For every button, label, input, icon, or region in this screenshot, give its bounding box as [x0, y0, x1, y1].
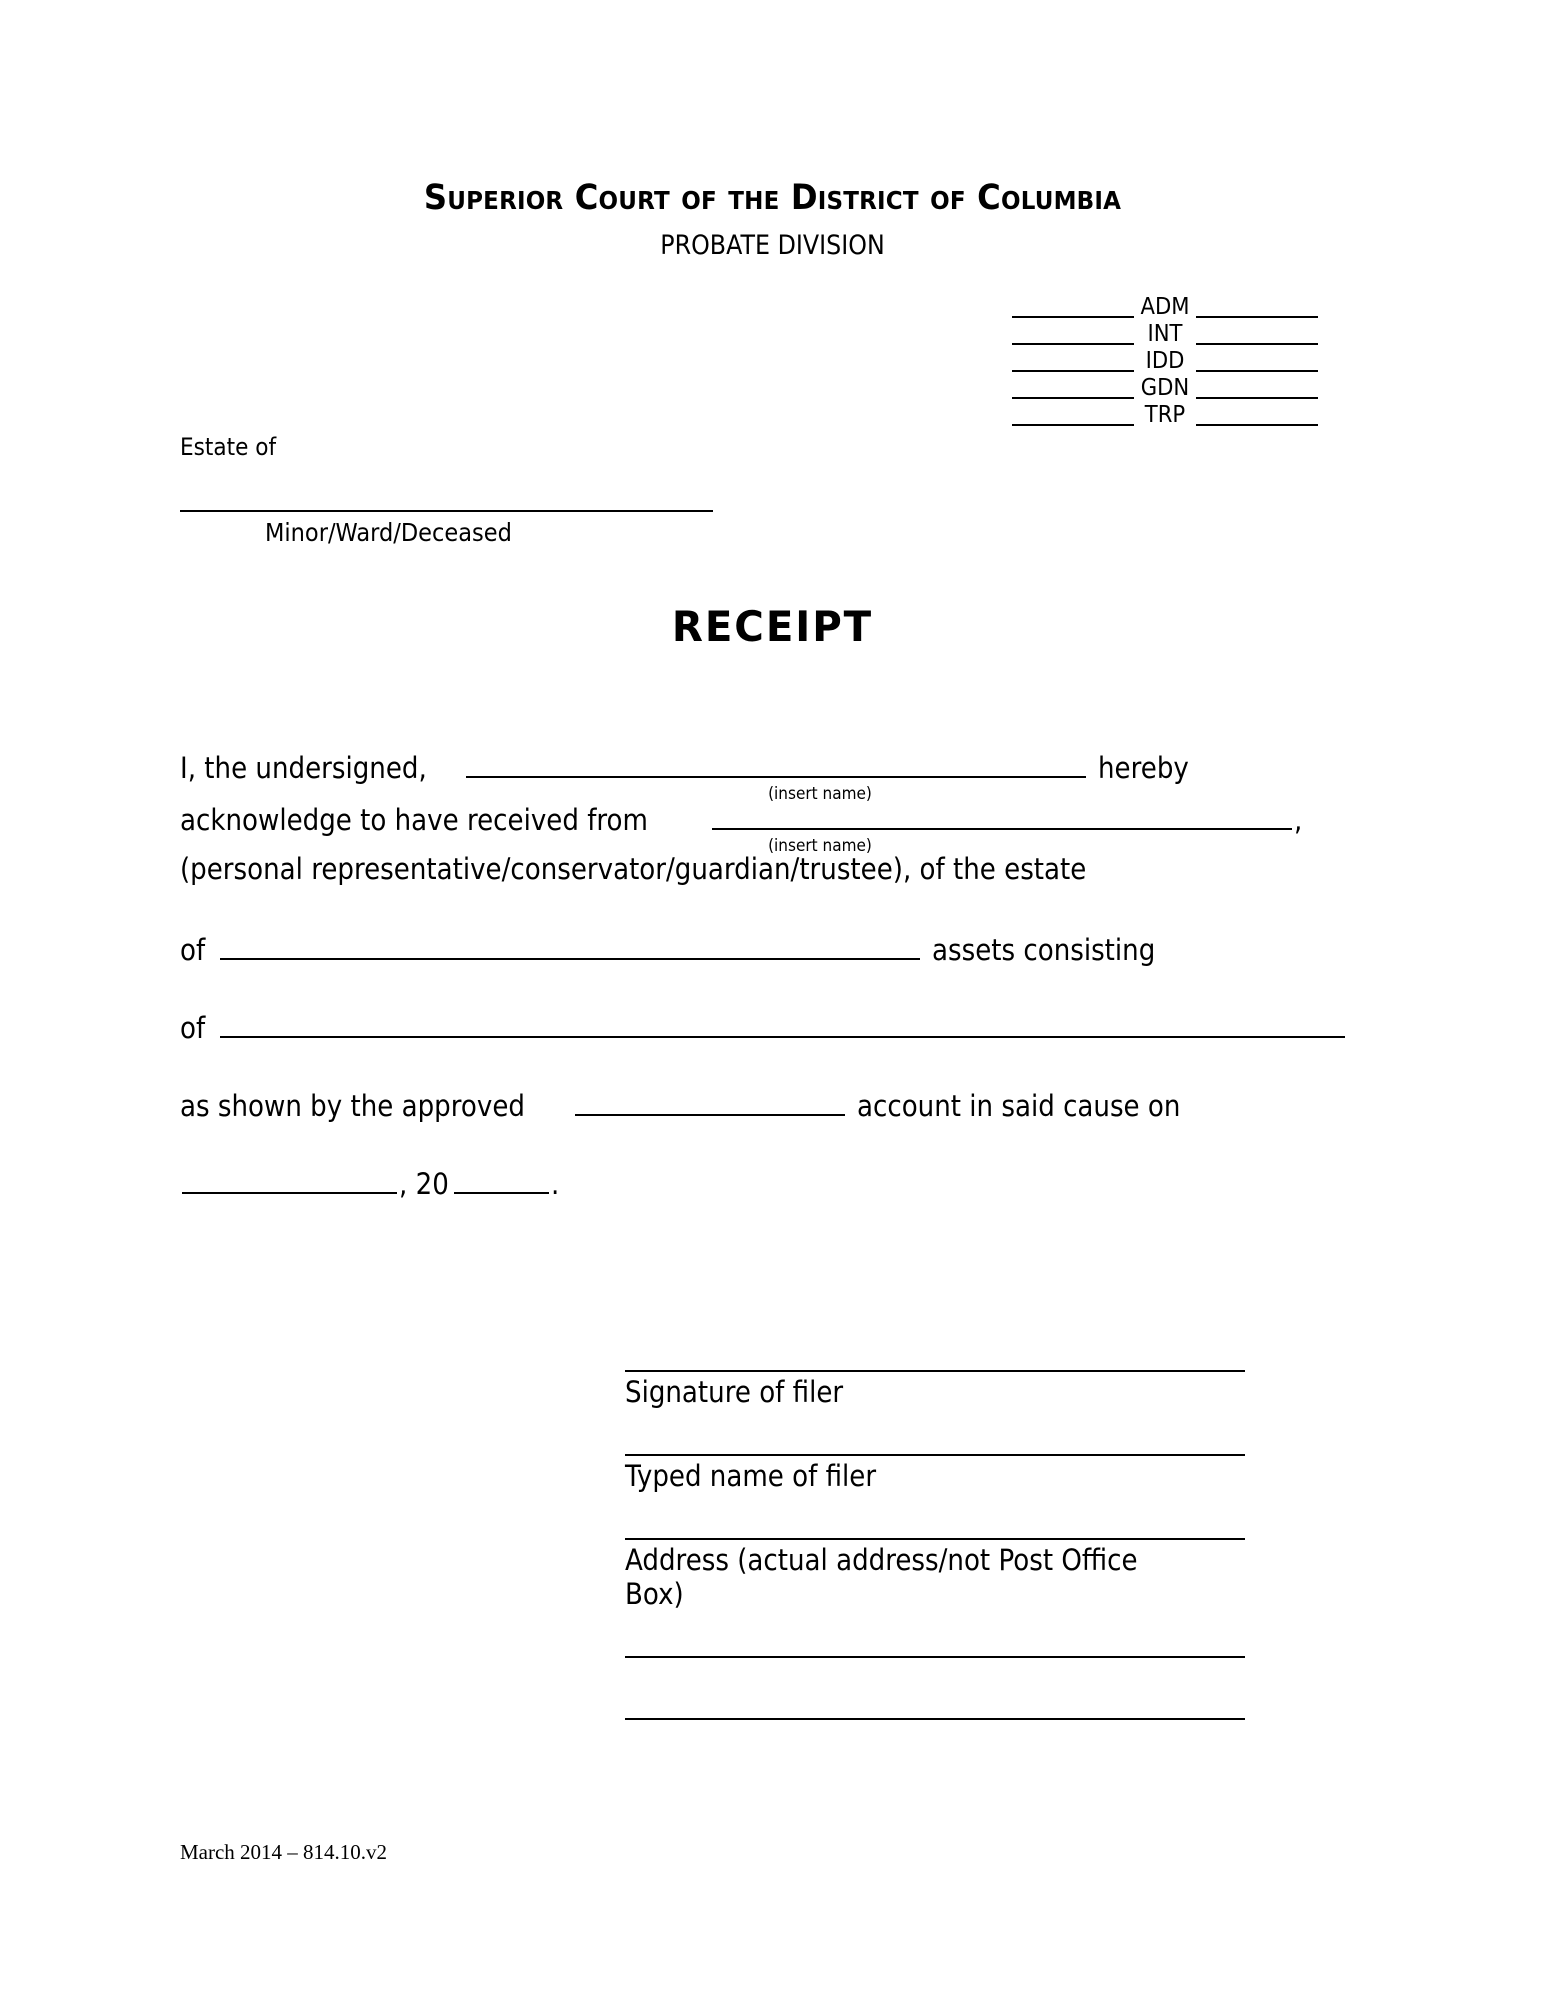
- case-row-int: [985, 319, 1345, 345]
- case-number-field-trp-left[interactable]: [1012, 404, 1134, 426]
- case-number-field-adm-right[interactable]: [1196, 296, 1318, 318]
- case-type-label-int: INT: [1147, 321, 1183, 347]
- date-year-field[interactable]: [454, 1164, 549, 1194]
- body-line-4: [180, 930, 1348, 966]
- address-field-line-3[interactable]: [625, 1718, 1245, 1720]
- body-line-2: [180, 800, 1348, 856]
- case-type-label-idd: IDD: [1145, 348, 1185, 374]
- case-number-field-idd-right[interactable]: [1196, 350, 1318, 372]
- typed-name-label: Typed name of filer: [625, 1459, 877, 1493]
- body-line-2-suffix: ,: [1293, 803, 1303, 837]
- address-field-line-2[interactable]: [625, 1656, 1245, 1658]
- body-line-5-prefix: of: [180, 1011, 206, 1045]
- account-type-field[interactable]: [575, 1086, 845, 1116]
- body-line-4-prefix: of: [180, 933, 206, 967]
- body-line-2-prefix: acknowledge to have received from: [180, 803, 648, 837]
- case-type-label-gdn: GDN: [1140, 375, 1190, 401]
- case-number-field-int-left[interactable]: [1012, 323, 1134, 345]
- case-row-trp: [985, 400, 1345, 426]
- case-number-field-int-right[interactable]: [1196, 323, 1318, 345]
- body-line-1-suffix: hereby: [1098, 751, 1189, 785]
- case-row-adm: [985, 292, 1345, 318]
- body-line-5: [180, 1008, 1348, 1044]
- body-line-4-suffix: assets consisting: [931, 933, 1156, 967]
- case-type-label-adm: ADM: [1140, 294, 1190, 320]
- estate-name-field[interactable]: [180, 510, 713, 512]
- form-revision-footer: March 2014 – 814.10.v2: [180, 1840, 388, 1864]
- estate-of-assets-field[interactable]: [220, 930, 920, 960]
- date-year-prefix: , 20: [399, 1167, 449, 1201]
- case-number-field-trp-right[interactable]: [1196, 404, 1318, 426]
- payer-name-field[interactable]: [712, 800, 1292, 830]
- body-line-1-prefix: I, the undersigned,: [180, 751, 427, 785]
- signature-block: [625, 1370, 1245, 1720]
- court-title: Superior Court of the District of Columbia: [423, 178, 1122, 218]
- undersigned-name-field[interactable]: [466, 748, 1086, 778]
- body-line-1: [180, 748, 1348, 804]
- case-type-label-trp: TRP: [1144, 402, 1186, 428]
- insert-name-caption-2: (insert name): [768, 836, 872, 856]
- page-title: RECEIPT: [671, 602, 874, 651]
- estate-of-label: Estate of: [180, 433, 277, 461]
- division-title: PROBATE DIVISION: [660, 230, 885, 261]
- date-period: .: [551, 1167, 560, 1201]
- address-label: Address (actual address/not Post Office Box): [625, 1543, 1138, 1611]
- assets-description-field[interactable]: [220, 1008, 1345, 1038]
- case-number-field-adm-left[interactable]: [1012, 296, 1134, 318]
- case-number-field-gdn-left[interactable]: [1012, 377, 1134, 399]
- case-row-gdn: [985, 373, 1345, 399]
- case-number-field-gdn-right[interactable]: [1196, 377, 1318, 399]
- signature-label: Signature of filer: [625, 1375, 844, 1409]
- date-month-day-field[interactable]: [182, 1164, 397, 1194]
- form-body: [180, 748, 1348, 1200]
- case-number-field-idd-left[interactable]: [1012, 350, 1134, 372]
- case-number-block: [985, 292, 1345, 427]
- body-line-7: [180, 1164, 1348, 1200]
- case-row-idd: [985, 346, 1345, 372]
- body-line-6: [180, 1086, 1348, 1122]
- body-line-6-prefix: as shown by the approved: [180, 1089, 525, 1123]
- estate-caption: Minor/Ward/Deceased: [265, 518, 512, 547]
- body-line-3: [180, 852, 1348, 888]
- body-line-6-suffix: account in said cause on: [857, 1089, 1181, 1123]
- insert-name-caption-1: (insert name): [768, 784, 872, 804]
- capacity-text: (personal representative/conservator/guardian/trustee), of the estate: [180, 852, 1087, 886]
